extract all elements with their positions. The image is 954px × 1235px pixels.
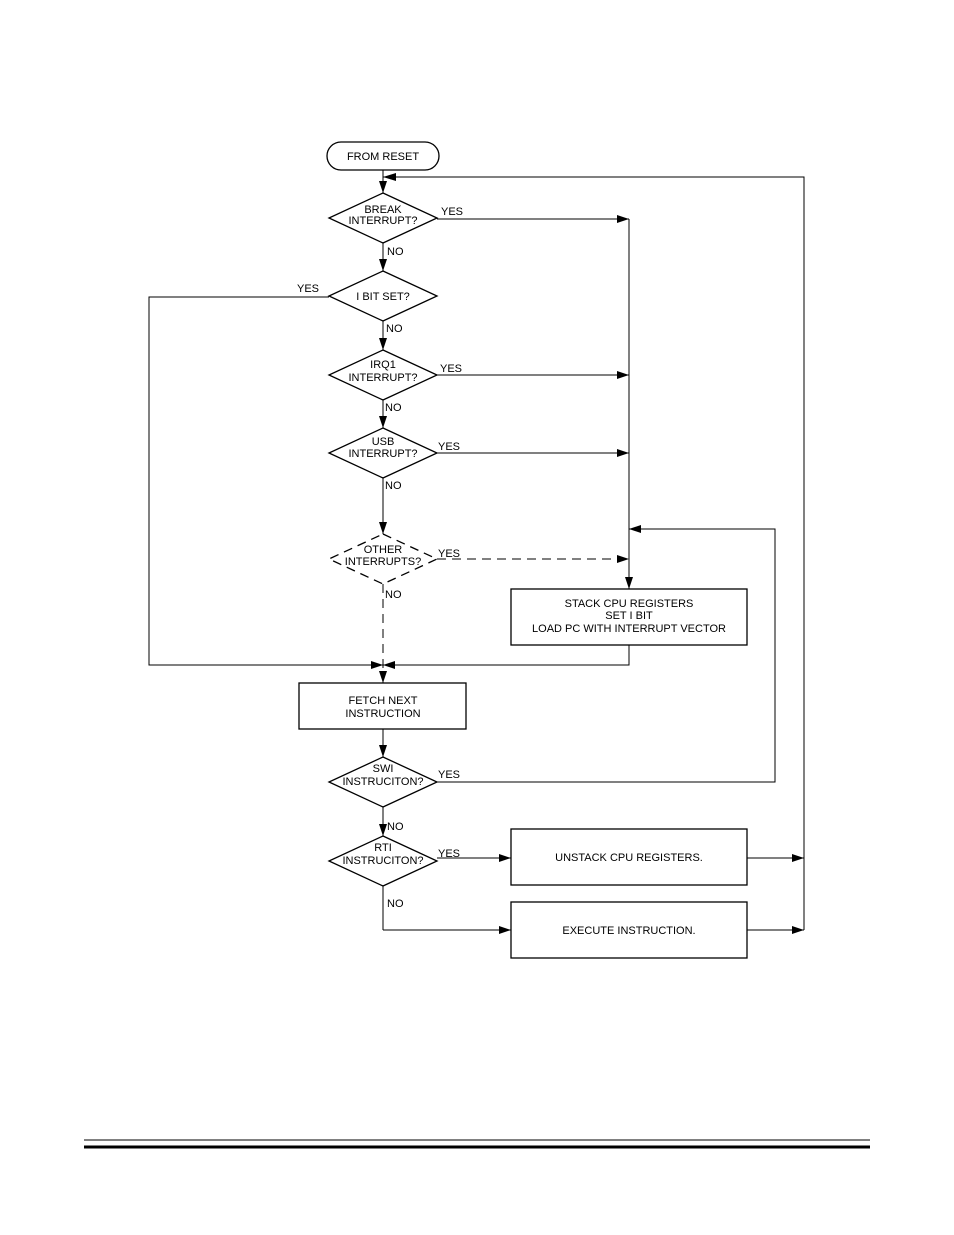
connectors: [149, 170, 804, 930]
arrow-into-break: [379, 181, 387, 193]
label-swi-yes: YES: [438, 769, 461, 781]
decision-swi: [329, 757, 437, 807]
arrow-break-yes: [617, 215, 629, 223]
arrow-into-rti: [379, 824, 387, 836]
decision-usb: [329, 428, 437, 478]
process-execute: [511, 902, 747, 958]
label-irq1-yes: YES: [440, 363, 463, 375]
arrow-other-yes: [617, 555, 629, 563]
process-stack-line1: STACK CPU REGISTERS: [564, 598, 694, 610]
arrow-irq1-yes: [617, 371, 629, 379]
arrow-execute-out: [792, 926, 804, 934]
decision-rti-line2: INSTRUCITON?: [342, 855, 424, 867]
process-unstack-line1: UNSTACK CPU REGISTERS.: [555, 852, 703, 864]
process-stack-line2: SET I BIT: [605, 610, 653, 622]
arrow-return-top: [383, 173, 396, 181]
start-terminal: [327, 142, 439, 170]
decision-irq1-line2: INTERRUPT?: [348, 372, 418, 384]
arrow-ibit-merge: [371, 661, 383, 669]
label-usb-yes: YES: [438, 441, 461, 453]
label-break-yes: YES: [441, 206, 464, 218]
decision-swi-line2: INSTRUCITON?: [342, 776, 424, 788]
decision-other: [329, 534, 437, 584]
label-other-yes: YES: [438, 548, 461, 560]
decision-break: [329, 193, 437, 243]
decision-usb-line1: USB: [371, 436, 395, 448]
decision-usb-line2: INTERRUPT?: [348, 448, 418, 460]
arrowheads: [371, 173, 804, 934]
decision-other-line1: OTHER: [363, 544, 403, 556]
process-unstack: [511, 829, 747, 885]
process-stack-line3: LOAD PC WITH INTERRUPT VECTOR: [532, 623, 726, 635]
line-ibit-yes-loop: [149, 297, 383, 665]
label-ibit-yes: YES: [297, 283, 320, 295]
decision-ibit: [329, 271, 437, 321]
arrow-stack-merge: [383, 661, 395, 669]
process-stack: [511, 589, 747, 645]
decision-ibit-line1: I BIT SET?: [356, 291, 410, 303]
label-rti-no: NO: [387, 898, 404, 910]
arrow-into-unstack: [499, 854, 511, 862]
arrow-into-execute: [499, 926, 511, 934]
label-swi-no: NO: [387, 821, 404, 833]
arrow-into-irq1: [379, 338, 387, 350]
decision-break-line2: INTERRUPT?: [348, 215, 418, 227]
arrow-swi-loop: [629, 525, 641, 533]
label-ibit-no: NO: [386, 323, 403, 335]
line-swi-yes-loop: [437, 529, 775, 782]
process-execute-line1: EXECUTE INSTRUCTION.: [562, 925, 696, 937]
decision-other-line2: INTERRUPTS?: [344, 556, 422, 568]
decision-rti: [329, 836, 437, 886]
label-other-no: NO: [385, 589, 402, 601]
decision-irq1: [329, 350, 437, 400]
label-usb-no: NO: [385, 480, 402, 492]
decision-swi-line1: SWI: [372, 763, 394, 775]
process-fetch: [299, 683, 466, 729]
arrow-into-usb: [379, 416, 387, 428]
process-fetch-line2: INSTRUCTION: [345, 708, 421, 720]
footer-rule: [84, 1140, 870, 1147]
decision-break-line1: BREAK: [364, 204, 402, 216]
arrow-into-fetch: [379, 671, 387, 683]
arrow-into-stack: [625, 577, 633, 589]
start-label: FROM RESET: [346, 151, 420, 163]
label-irq1-no: NO: [385, 402, 402, 414]
arrow-into-ibit: [379, 259, 387, 271]
arrow-unstack-out: [792, 854, 804, 862]
arrow-into-swi: [379, 745, 387, 757]
label-rti-yes: YES: [438, 848, 461, 860]
label-break-no: NO: [387, 246, 404, 258]
decision-irq1-line1: IRQ1: [370, 359, 396, 371]
line-stack-to-fetch: [383, 645, 629, 665]
arrow-into-other: [379, 522, 387, 534]
decision-rti-line1: RTI: [374, 842, 392, 854]
process-fetch-line1: FETCH NEXT: [348, 695, 418, 707]
arrow-usb-yes: [617, 449, 629, 457]
